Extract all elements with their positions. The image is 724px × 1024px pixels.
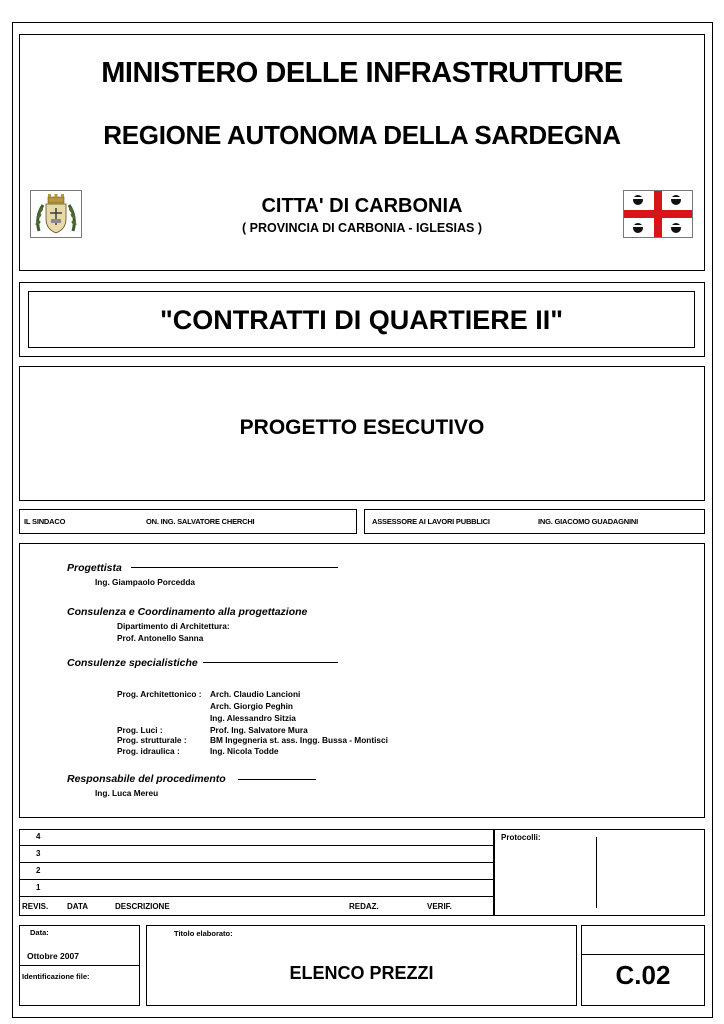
province-subtitle: ( PROVINCIA DI CARBONIA - IGLESIAS ) — [241, 221, 483, 235]
revisions-table — [19, 829, 494, 916]
sardinia-flag-icon — [623, 190, 693, 238]
coat-of-arms-icon — [30, 190, 82, 238]
document-code-divider — [581, 954, 705, 955]
document-code: C.02 — [615, 960, 671, 990]
region-title: REGIONE AUTONOMA DELLA SARDEGNA — [103, 120, 621, 150]
ministry-title: MINISTERO DELLE INFRASTRUTTURE — [101, 57, 623, 89]
consulting-name: Prof. Antonello Sanna — [117, 633, 204, 643]
city-title: CITTA' DI CARBONIA — [261, 195, 463, 217]
document-title-label: Titolo elaborato: — [174, 929, 233, 938]
designer-rule — [131, 567, 338, 568]
assessor-label: ASSESSORE AI LAVORI PUBBLICI — [372, 517, 490, 526]
date-label: Data: — [30, 928, 49, 937]
revision-row-divider — [19, 862, 494, 863]
protocol-divider — [596, 837, 597, 908]
consulting-heading: Consulenza e Coordinamento alla progettazione — [67, 606, 308, 618]
protocol-label: Protocolli: — [501, 833, 541, 842]
file-id-label: Identificazione file: — [22, 972, 90, 981]
designer-heading: Progettista — [67, 562, 122, 574]
specialist-name: BM Ingegneria st. ass. Ingg. Bussa - Montisci — [210, 735, 388, 745]
revision-row-divider — [19, 896, 494, 897]
project-title: "CONTRATTI DI QUARTIERE II" — [159, 305, 564, 335]
date-value: Ottobre 2007 — [27, 951, 79, 961]
revision-number: 2 — [36, 866, 41, 875]
consulting-dept: Dipartimento di Architettura: — [117, 621, 230, 631]
date-divider — [19, 965, 140, 966]
column-verif: VERIF. — [427, 902, 452, 911]
document-title: ELENCO PREZZI — [289, 963, 434, 983]
specialist-name: Arch. Giorgio Peghin — [210, 701, 293, 711]
specialist-name: Ing. Nicola Todde — [210, 746, 279, 756]
column-redaz: REDAZ. — [349, 902, 379, 911]
mayor-label: IL SINDACO — [24, 517, 66, 526]
manager-rule — [238, 779, 316, 780]
specialists-rule — [203, 662, 338, 663]
revision-number: 4 — [36, 832, 41, 841]
specialists-heading: Consulenze specialistiche — [67, 657, 198, 669]
designer-name: Ing. Giampaolo Porcedda — [95, 577, 196, 587]
column-revis: REVIS. — [22, 902, 49, 911]
manager-name: Ing. Luca Mereu — [95, 788, 159, 798]
protocol-panel — [494, 829, 705, 916]
revision-number: 3 — [36, 849, 41, 858]
mayor-name: ON. ING. SALVATORE CHERCHI — [146, 517, 255, 526]
assessor-name: ING. GIACOMO GUADAGNINI — [538, 517, 638, 526]
specialist-role: Prog. Luci : — [117, 725, 163, 735]
specialist-name: Arch. Claudio Lancioni — [210, 689, 301, 699]
revision-number: 1 — [36, 883, 41, 892]
specialist-role: Prog. idraulica : — [117, 746, 180, 756]
specialist-role: Prog. Architettonico : — [117, 689, 202, 699]
specialist-role: Prog. strutturale : — [117, 735, 187, 745]
revision-row-divider — [19, 879, 494, 880]
specialist-name: Prof. Ing. Salvatore Mura — [210, 725, 308, 735]
column-data: DATA — [67, 902, 89, 911]
column-descrizione: DESCRIZIONE — [115, 902, 170, 911]
project-phase: PROGETTO ESECUTIVO — [239, 416, 485, 439]
specialist-name: Ing. Alessandro Sitzia — [210, 713, 296, 723]
revision-row-divider — [19, 845, 494, 846]
manager-heading: Responsabile del procedimento — [67, 773, 226, 785]
